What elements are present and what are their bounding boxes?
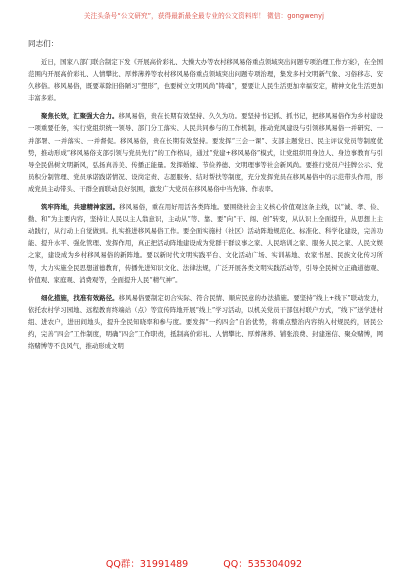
qq-number: QQ：535304092 (223, 559, 303, 570)
paragraph-intro (28, 56, 383, 104)
paragraph-lead: 聚焦长效，汇聚强大合力。 (41, 112, 119, 121)
paragraph-text: 移风易俗，重在用好用活各类阵地。要围绕社会主义核心价值观这条主线，以“诚、孝、俭、勤、和”为主要内容，坚持让人民以主人翁意识，主动从“等、靠、要”向“干、闯、创”转变，从认识上全面提升，从思想上主动践行，从行动上自觉做到。扎实推进移风易俗工作。要全面实施村（社区）活动阵地规范化、标准化、科学化建设，完善功能、提升水平、强化管理、发挥作用，真正把活动阵地建设成为党群干群议事之家、人民培训之家、服务人民之家、人民文娱之家，建设成为乡村移风易俗的新阵地。要以新时代文明实践平台、文化活动广场、实训基地、农家书屋、民族文化传习所等，大力实施全民思想道德教育，传播先进知识文化、法律法规，广泛开展各类文明实践活动等，引导全民树立正确道德观、价值观、家庭观、消费观等，全面提升人民“精气神”。 (28, 203, 384, 284)
paragraph-text: 移风易俗，贵在长期有效坚持、久久为功。要坚持书记抓、抓书记，把移风易俗作为乡村建设一项重要任务，实行党组织统一领导、部门分工落实、人民共同参与的工作机制，推动党风建设与引领移风易俗一并研究、一并部署、一并落实、一并督促。移风易俗，贵在长期有效坚持。要发挥“三会一课”、支部主题党日、民主评议党员等制度优势，推动形成“移风易俗支部引领与党员先行”的工作格局，通过“党建+移风易俗”模式，让党组织用身边人、身边事教育与引导全民倡树文明新风，弘扬真善美、传播正能量。发挥婚嫁、节俭养德、文明理事等社会新风尚。要推行党员户挂牌公示、党员积分制管理、党员承诺践诺情况、设岗定责、志愿服务、结对帮扶等制度，充分发挥党员在移风易俗中的示范带头作用，形成党员主动带头、干群全面联动良好氛围，激发广大党员在移风易俗中当先锋、作表率。 (28, 112, 384, 193)
qq-group: QQ群：31991489 (105, 559, 189, 570)
paragraph-text: 近日，国家八部门联合制定下发《开展高价彩礼、大操大办等农村移风易俗重点领域突出问题专项治理工作方案》，在全国范围内开展高价彩礼、人情攀比、厚葬薄养等农村移风易俗重点领域突出问题专项治理，集发多村文明新气象、习俗移志、安久移俗。移风易俗，既要革除旧俗陋习“塑形”，也要树立文明风尚“铸魂”，要要让人民生活更加幸福安定，精神文化生活更加丰富多彩。 (28, 58, 383, 103)
paragraph-positions (28, 201, 383, 286)
document-body (28, 38, 383, 358)
greeting: 同志们： (28, 39, 59, 48)
paragraph-text: 移风易俗要制定切合实际、符合民情、顺应民意的办法措施。要坚持“线上+线下”联动发力，依托农村学习园地、远程教育终端站（点）等宣传阵地开展“线上”学习活动，以机关党员干部包村联户方式，“线下”送学进村组、进农户，进田间地头，提升全民知晓率和参与度。要发挥“一约四会”自治优势，将重点整治内容纳入村规民约，居民公约，完善“四会”工作制度，明确“四会”工作职责，抵制高价彩礼、人情攀比、厚葬薄养、铺张浪费、封建迷信、聚众赌博，网络赌博等不良风气，推动形成文明 (28, 293, 384, 351)
footer-contact (0, 556, 408, 570)
paragraph-lead: 细化措施，找准有效路径。 (41, 293, 119, 302)
paragraph-lead: 筑牢阵地，共建精神家园。 (41, 203, 120, 212)
header-banner: 关注头条号“公文研究”，获得最新最全最专业的公文资料库！ 微信：gongwenyj (83, 12, 325, 20)
paragraph-measures (28, 292, 383, 352)
paragraph-long-term (28, 110, 383, 195)
